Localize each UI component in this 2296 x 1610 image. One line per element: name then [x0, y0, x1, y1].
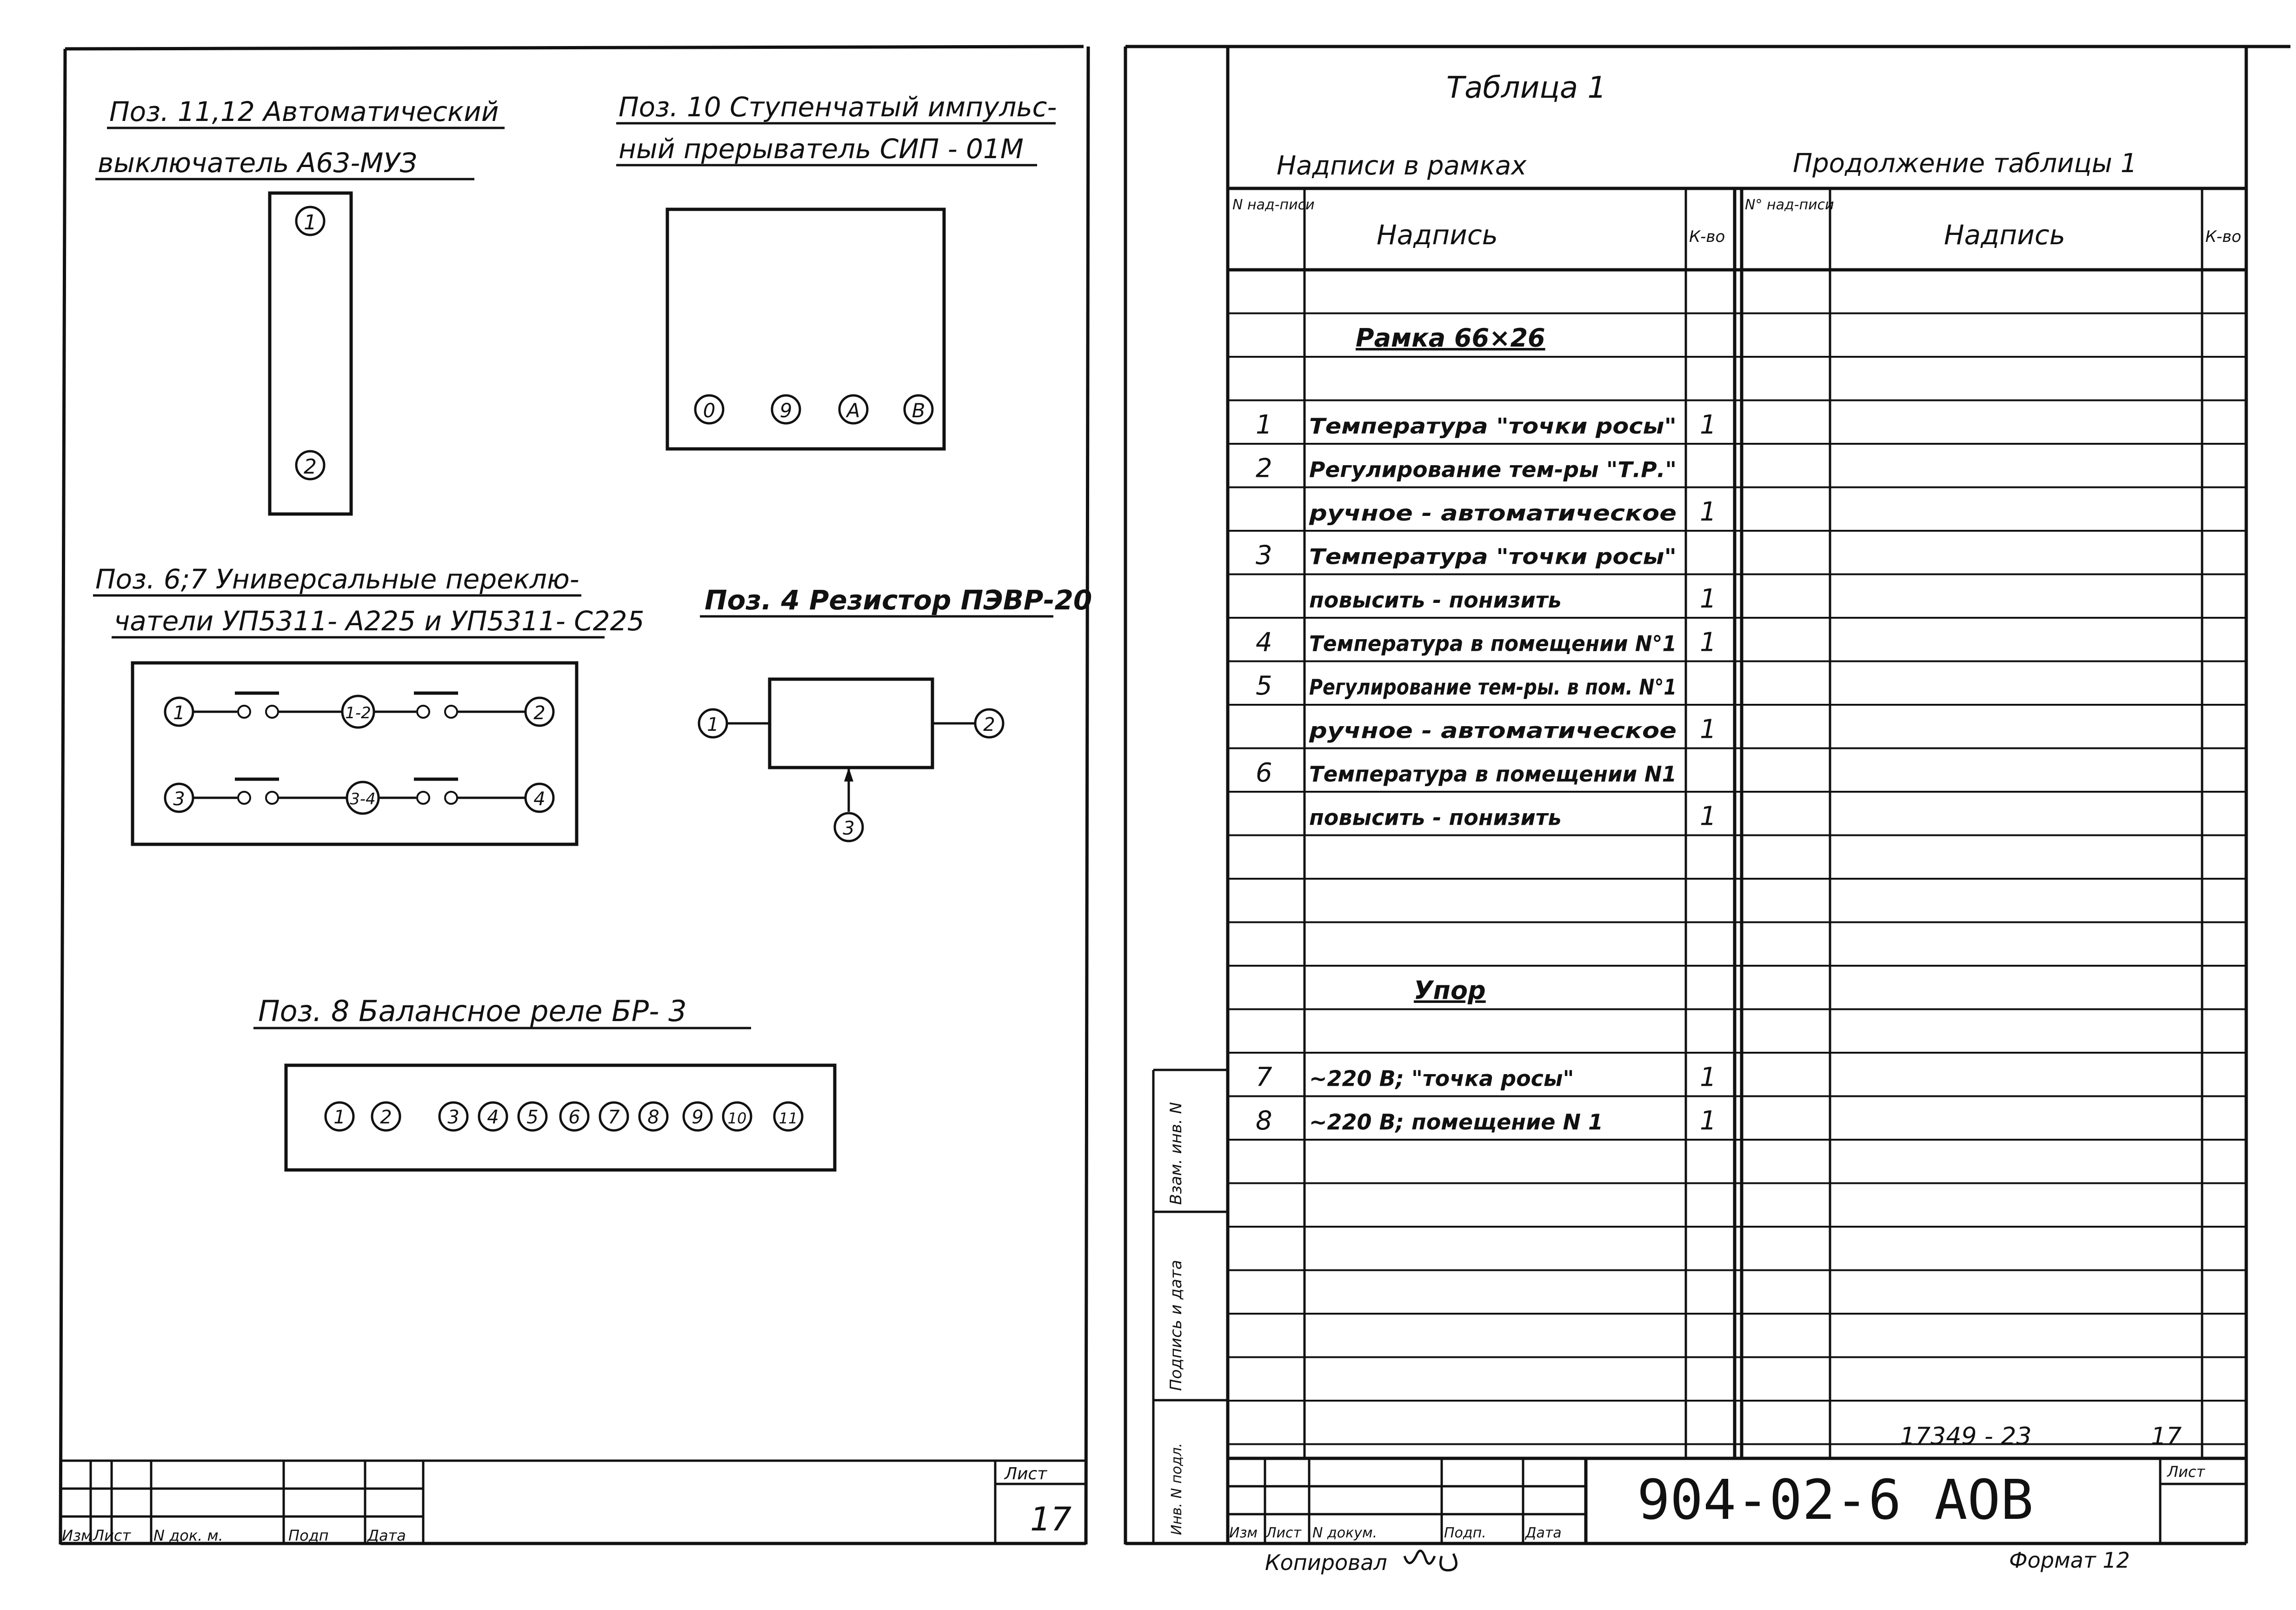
table-row — [1256, 1062, 1717, 1093]
interrupter-terminal-0: 0 — [703, 399, 716, 422]
row-text: Регулирование тем-ры. в пом. N°1 — [1309, 675, 1677, 700]
row-text: Температура в помещении N°1 — [1309, 631, 1677, 656]
relay-terminal-9: 9 — [692, 1107, 704, 1128]
row-text: Упор — [1414, 975, 1486, 1005]
left-stamp-col-izm: Изм — [62, 1527, 93, 1544]
table-row — [1309, 497, 1717, 527]
row-qty: 1 — [1700, 584, 1717, 614]
row-text: Температура "точки росы" — [1309, 414, 1677, 439]
relay-terminal-4: 4 — [487, 1107, 499, 1128]
row-num: 7 — [1256, 1062, 1272, 1093]
row-text: ручное - автоматическое — [1308, 501, 1677, 526]
doc-ref-sheet: 17 — [2151, 1423, 2182, 1450]
switch-row1-terminal-1-2: 1-2 — [345, 704, 371, 722]
row-qty: 1 — [1700, 714, 1717, 745]
header-num-text: N над-писи — [1232, 197, 1315, 213]
row-qty: 1 — [1700, 1106, 1717, 1136]
caption-left: Надписи в рамках — [1277, 151, 1527, 181]
table-title: Таблица 1 — [1446, 71, 1607, 105]
relay-terminal-10: 10 — [727, 1109, 747, 1127]
header-qty: К-во — [1689, 227, 1725, 246]
side-margin — [1153, 1070, 1228, 1543]
row-num: 4 — [1256, 627, 1272, 658]
row-text: ручное - автоматическое — [1308, 718, 1677, 743]
relay-block — [253, 994, 835, 1170]
header-qty2: К-во — [2205, 227, 2242, 246]
table-row — [1256, 1106, 1717, 1136]
row-num: 1 — [1256, 410, 1272, 440]
switch-row2-terminal-3: 3 — [173, 788, 185, 810]
breaker-terminal-1: 1 — [304, 211, 317, 234]
table-row — [1309, 584, 1717, 614]
left-stamp-col-podp: Подп — [288, 1527, 329, 1544]
header-num2-text: N° над-писи — [1745, 197, 1834, 213]
header-num — [1232, 197, 1315, 213]
table-row — [1256, 671, 1677, 701]
designation: 904-02-6 АОВ — [1637, 1468, 2034, 1532]
right-stamp-col-ndok: N докум. — [1312, 1525, 1378, 1541]
right-stamp-col-podp: Подп. — [1444, 1525, 1486, 1541]
row-num: 3 — [1256, 540, 1272, 571]
table-row — [1309, 802, 1717, 832]
table-row — [1309, 715, 1717, 745]
header-text2: Надпись — [1944, 219, 2065, 251]
table-rows — [1256, 323, 1717, 1136]
row-text: Температура "точки росы" — [1309, 544, 1677, 569]
row-text: Регулирование тем-ры "Т.Р." — [1309, 457, 1677, 482]
footer-copied: Копировал — [1265, 1550, 1387, 1575]
interrupter-terminal-a: A — [846, 399, 860, 422]
relay-terminal-11: 11 — [779, 1109, 798, 1127]
right-stamp-sheet-label: Лист — [2167, 1463, 2205, 1481]
table-row — [1356, 323, 1545, 353]
switch-row1-terminal-2: 2 — [533, 702, 546, 724]
side-label-inv: Инв. N подл. — [1169, 1443, 1185, 1535]
switch-row2-terminal-3-4: 3-4 — [350, 790, 376, 808]
interrupter-block — [616, 91, 1057, 449]
relay-terminal-7: 7 — [608, 1107, 620, 1128]
left-stamp-sheet-label: Лист — [1005, 1464, 1047, 1483]
row-qty: 1 — [1700, 410, 1717, 440]
right-stamp-col-data: Дата — [1525, 1525, 1562, 1541]
switches-title-line2: чатели УП5311- А225 и УП5311- С225 — [114, 605, 645, 637]
footer-format: Формат 12 — [2009, 1548, 2130, 1573]
row-qty: 1 — [1700, 801, 1717, 832]
row-num: 2 — [1256, 453, 1272, 484]
side-label-vzam: Взам. инв. N — [1167, 1102, 1185, 1205]
doc-ref: 17349 - 23 — [1900, 1423, 2032, 1450]
row-num: 5 — [1256, 671, 1272, 701]
left-sheet-frame — [60, 47, 1125, 1544]
table-row — [1256, 541, 1677, 571]
resistor-terminal-2: 2 — [983, 714, 995, 735]
right-stamp-col-list: Лист — [1266, 1525, 1302, 1541]
interrupter-terminal-b: B — [912, 399, 925, 422]
row-text: Температура в помещении N1 — [1309, 762, 1677, 787]
resistor-terminal-3: 3 — [843, 818, 855, 839]
interrupter-title-line1: Поз. 10 Ступенчатый импульс- — [619, 91, 1057, 123]
row-text: повысить - понизить — [1309, 588, 1562, 613]
table-row — [1414, 976, 1486, 1005]
left-stamp-sheet-no: 17 — [1030, 1500, 1072, 1538]
switches-body — [133, 663, 577, 844]
interrupter-title-line2: ный прерыватель СИП - 01М — [619, 133, 1024, 165]
relay-terminals — [326, 1102, 802, 1130]
row-text: Рамка 66×26 — [1356, 323, 1545, 353]
row-qty: 1 — [1700, 497, 1717, 527]
relay-terminal-3: 3 — [447, 1107, 459, 1128]
header-text: Надпись — [1377, 219, 1498, 251]
row-qty: 1 — [1700, 627, 1717, 658]
switches-block — [93, 563, 645, 844]
breaker-terminal-2: 2 — [304, 455, 317, 479]
table-row — [1256, 410, 1717, 440]
resistor-terminal-1: 1 — [707, 714, 719, 735]
resistor-title: Поз. 4 Резистор ПЭВР-20 — [705, 584, 1092, 616]
resistor-block — [699, 584, 1092, 841]
breaker-block — [95, 96, 505, 514]
row-text: ~220 В; "точка росы" — [1309, 1066, 1574, 1091]
copier-signature — [1404, 1551, 1456, 1570]
relay-terminal-1: 1 — [333, 1107, 346, 1128]
breaker-title-line2: выключатель А63-МУЗ — [98, 147, 417, 179]
table-row — [1256, 758, 1677, 788]
row-num: 6 — [1256, 758, 1272, 788]
table-row — [1256, 454, 1677, 484]
table-row — [1256, 628, 1717, 658]
relay-terminal-5: 5 — [526, 1107, 539, 1128]
header-num2 — [1745, 197, 1834, 213]
side-label-podpis: Подпись и дата — [1167, 1260, 1185, 1391]
row-text: ~220 В; помещение N 1 — [1309, 1109, 1604, 1135]
relay-title: Поз. 8 Балансное реле БР- 3 — [258, 994, 687, 1028]
left-stamp-col-ndok: N док. м. — [153, 1527, 223, 1544]
switch-row1-terminal-1: 1 — [173, 702, 185, 724]
row-num: 8 — [1256, 1106, 1272, 1136]
caption-right: Продолжение таблицы 1 — [1793, 148, 2137, 179]
switch-row2-terminal-4: 4 — [533, 788, 546, 810]
interrupter-terminal-9: 9 — [779, 399, 792, 422]
right-stamp-col-izm: Изм — [1229, 1525, 1258, 1541]
relay-terminal-2: 2 — [380, 1107, 392, 1128]
relay-terminal-6: 6 — [568, 1107, 580, 1128]
switches-title-line1: Поз. 6;7 Универсальные переклю- — [95, 563, 579, 595]
left-stamp-col-data: Дата — [367, 1527, 406, 1544]
left-stamp-col-list: Лист — [93, 1527, 131, 1544]
table-row-lines — [1228, 314, 2246, 1444]
row-text: повысить - понизить — [1309, 805, 1562, 830]
row-qty: 1 — [1700, 1062, 1717, 1093]
resistor-body — [770, 679, 932, 768]
relay-terminal-8: 8 — [647, 1107, 659, 1128]
breaker-title-line1: Поз. 11,12 Автоматический — [109, 96, 499, 127]
